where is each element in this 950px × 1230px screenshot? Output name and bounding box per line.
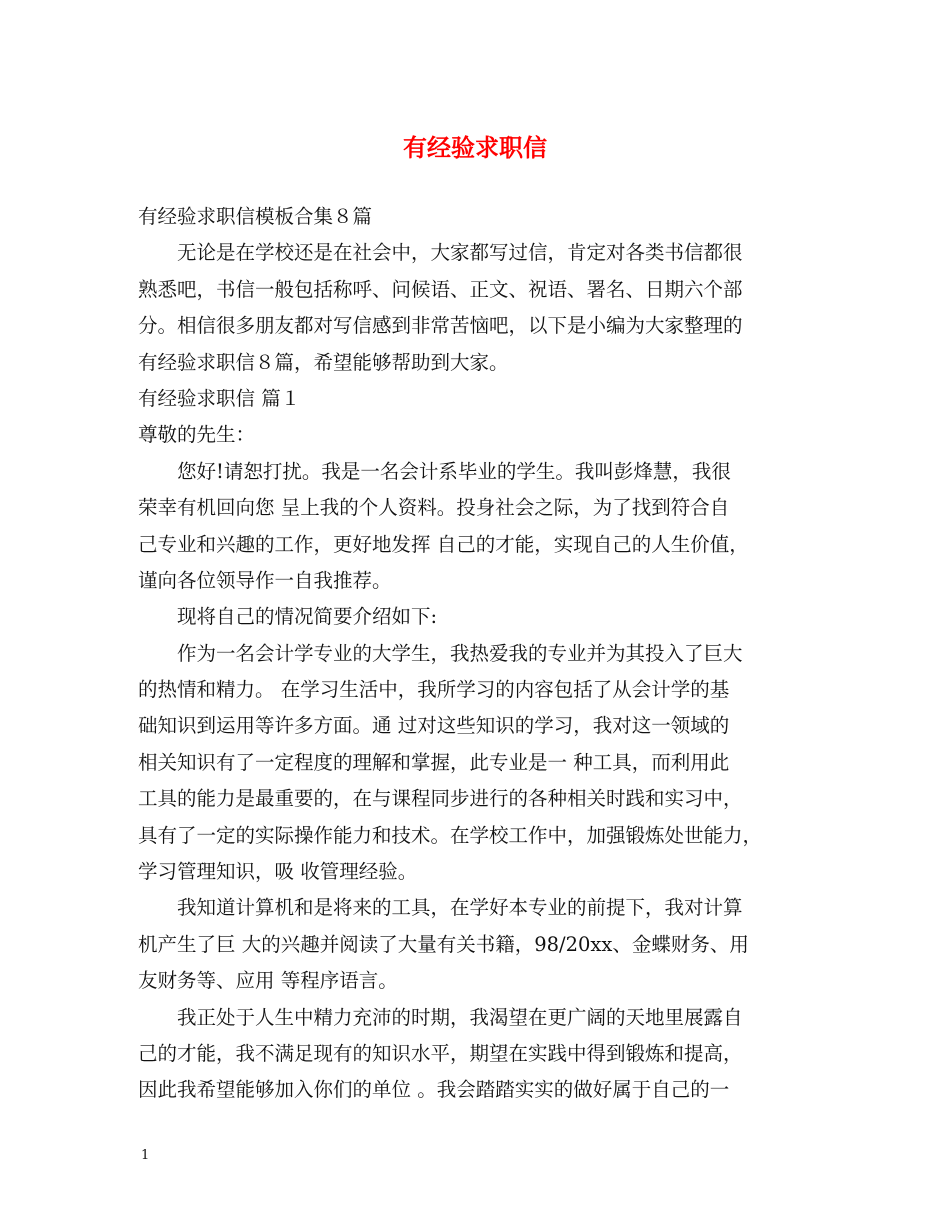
body-paragraph-line: 作为一名会计学专业的大学生，我热爱我的专业并为其投入了巨大 (177, 641, 743, 665)
intro-paragraph-line: 分。相信很多朋友都对写信感到非常苦恼吧，以下是小编为大家整理的 (138, 314, 743, 338)
body-paragraph-line: 己的才能，我不满足现有的知识水平，期望在实践中得到锻炼和提高， (138, 1041, 743, 1065)
body-paragraph-line: 的热情和精力。 在学习生活中，我所学习的内容包括了从会计学的基 (138, 678, 730, 702)
document-title: 有经验求职信 (403, 133, 547, 162)
subtitle-line: 有经验求职信模板合集８篇 (138, 205, 373, 228)
body-paragraph-line: 机产生了巨 大的兴趣并阅读了大量有关书籍，98/20xx、金蝶财务、用 (138, 932, 749, 956)
body-paragraph-line: 工具的能力是最重要的，在与课程同步进行的各种相关时践和实习中， (138, 787, 743, 811)
intro-paragraph-line: 有经验求职信８篇，希望能够帮助到大家。 (138, 350, 509, 374)
body-paragraph-line: 具有了一定的实际操作能力和技术。在学校工作中，加强锻炼处世能力， (138, 823, 763, 847)
section-heading: 有经验求职信 篇１ (138, 386, 301, 410)
body-paragraph-line: 相关知识有了一定程度的理解和掌握，此专业是一 种工具，而利用此 (138, 750, 730, 774)
body-paragraph-line: 学习管理知识，吸 收管理经验。 (138, 860, 418, 884)
body-paragraph-line: 我知道计算机和是将来的工具，在学好本专业的前提下，我对计算 (177, 896, 743, 920)
body-paragraph-line: 现将自己的情况简要介绍如下: (177, 605, 438, 629)
document-body (138, 199, 818, 1109)
body-paragraph-line: 友财务等、应用 等程序语言。 (138, 969, 398, 993)
body-paragraph-line: 础知识到运用等许多方面。通 过对这些知识的学习，我对这一领域的 (138, 714, 730, 738)
body-paragraph-line: 我正处于人生中精力充沛的时期，我渴望在更广阔的天地里展露自 (177, 1005, 743, 1029)
body-paragraph-line: 己专业和兴趣的工作，更好地发挥 自己的才能，实现自己的人生价值， (138, 532, 749, 556)
intro-paragraph-line: 无论是在学校还是在社会中，大家都写过信，肯定对各类书信都很 (177, 241, 743, 265)
intro-paragraph-line: 熟悉吧，书信一般包括称呼、问候语、正文、祝语、署名、日期六个部 (138, 277, 743, 301)
salutation-line: 尊敬的先生： (138, 423, 256, 447)
body-paragraph-line: 谨向各位领导作一自我推荐。 (138, 568, 392, 592)
page-number: 1 (141, 1148, 150, 1163)
body-paragraph-line: 荣幸有机回向您 呈上我的个人资料。投身社会之际，为了找到符合自 (138, 496, 730, 520)
body-paragraph-line: 您好!请恕打扰。我是一名会计系毕业的学生。我叫彭烽慧，我很 (177, 459, 731, 483)
body-paragraph-line: 因此我希望能够加入你们的单位 。我会踏踏实实的做好属于自己的一 (138, 1078, 730, 1102)
